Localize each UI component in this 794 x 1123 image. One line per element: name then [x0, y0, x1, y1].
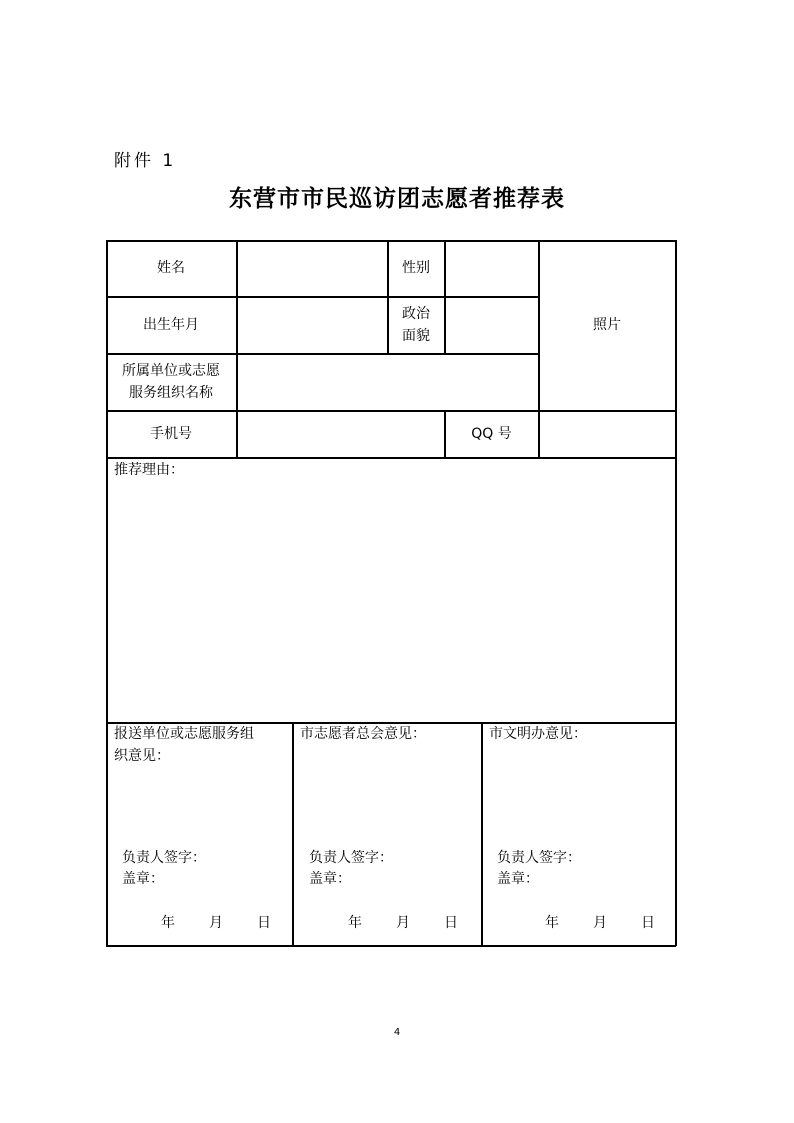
reason-field[interactable]	[108, 484, 674, 720]
date-line: 年 月 日	[348, 915, 458, 931]
gender-field[interactable]	[446, 242, 538, 296]
phone-field[interactable]	[238, 412, 444, 456]
opinion-heading: 市志愿者总会意见：	[300, 726, 426, 742]
signature-block: 负责人签字： 盖章：	[309, 850, 393, 887]
gender-label: 性别	[402, 260, 430, 276]
political-label: 政治 面貌	[402, 306, 430, 344]
signature-block: 负责人签字： 盖章：	[122, 850, 206, 887]
opinion-heading: 市文明办意见：	[489, 726, 587, 742]
political-field[interactable]	[446, 298, 538, 352]
photo-area[interactable]: 照片	[593, 317, 621, 333]
page-number: 4	[393, 1027, 401, 1038]
attachment-label: 附件 1	[114, 151, 177, 171]
qq-field[interactable]	[540, 412, 674, 456]
date-line: 年 月 日	[545, 915, 655, 931]
form-title: 东营市市民巡访团志愿者推荐表	[229, 185, 565, 212]
birth-label: 出生年月	[143, 317, 199, 333]
opinion-heading: 报送单位或志愿服务组 织意见：	[114, 726, 254, 764]
col-rule-opinion-1	[292, 722, 294, 946]
org-label: 所属单位或志愿 服务组织名称	[122, 363, 220, 401]
border-right	[675, 240, 677, 946]
signature-block: 负责人签字： 盖章：	[497, 850, 581, 887]
reason-label: 推荐理由：	[114, 462, 184, 478]
qq-label: QQ 号	[471, 426, 512, 442]
name-label: 姓名	[157, 260, 185, 276]
org-field[interactable]	[238, 355, 538, 409]
phone-label: 手机号	[150, 426, 192, 442]
name-field[interactable]	[238, 242, 386, 296]
date-line: 年 月 日	[161, 915, 271, 931]
border-bottom	[106, 945, 676, 947]
col-rule-opinion-2	[481, 722, 483, 946]
birth-field[interactable]	[238, 298, 386, 352]
row-rule-4	[106, 457, 676, 459]
